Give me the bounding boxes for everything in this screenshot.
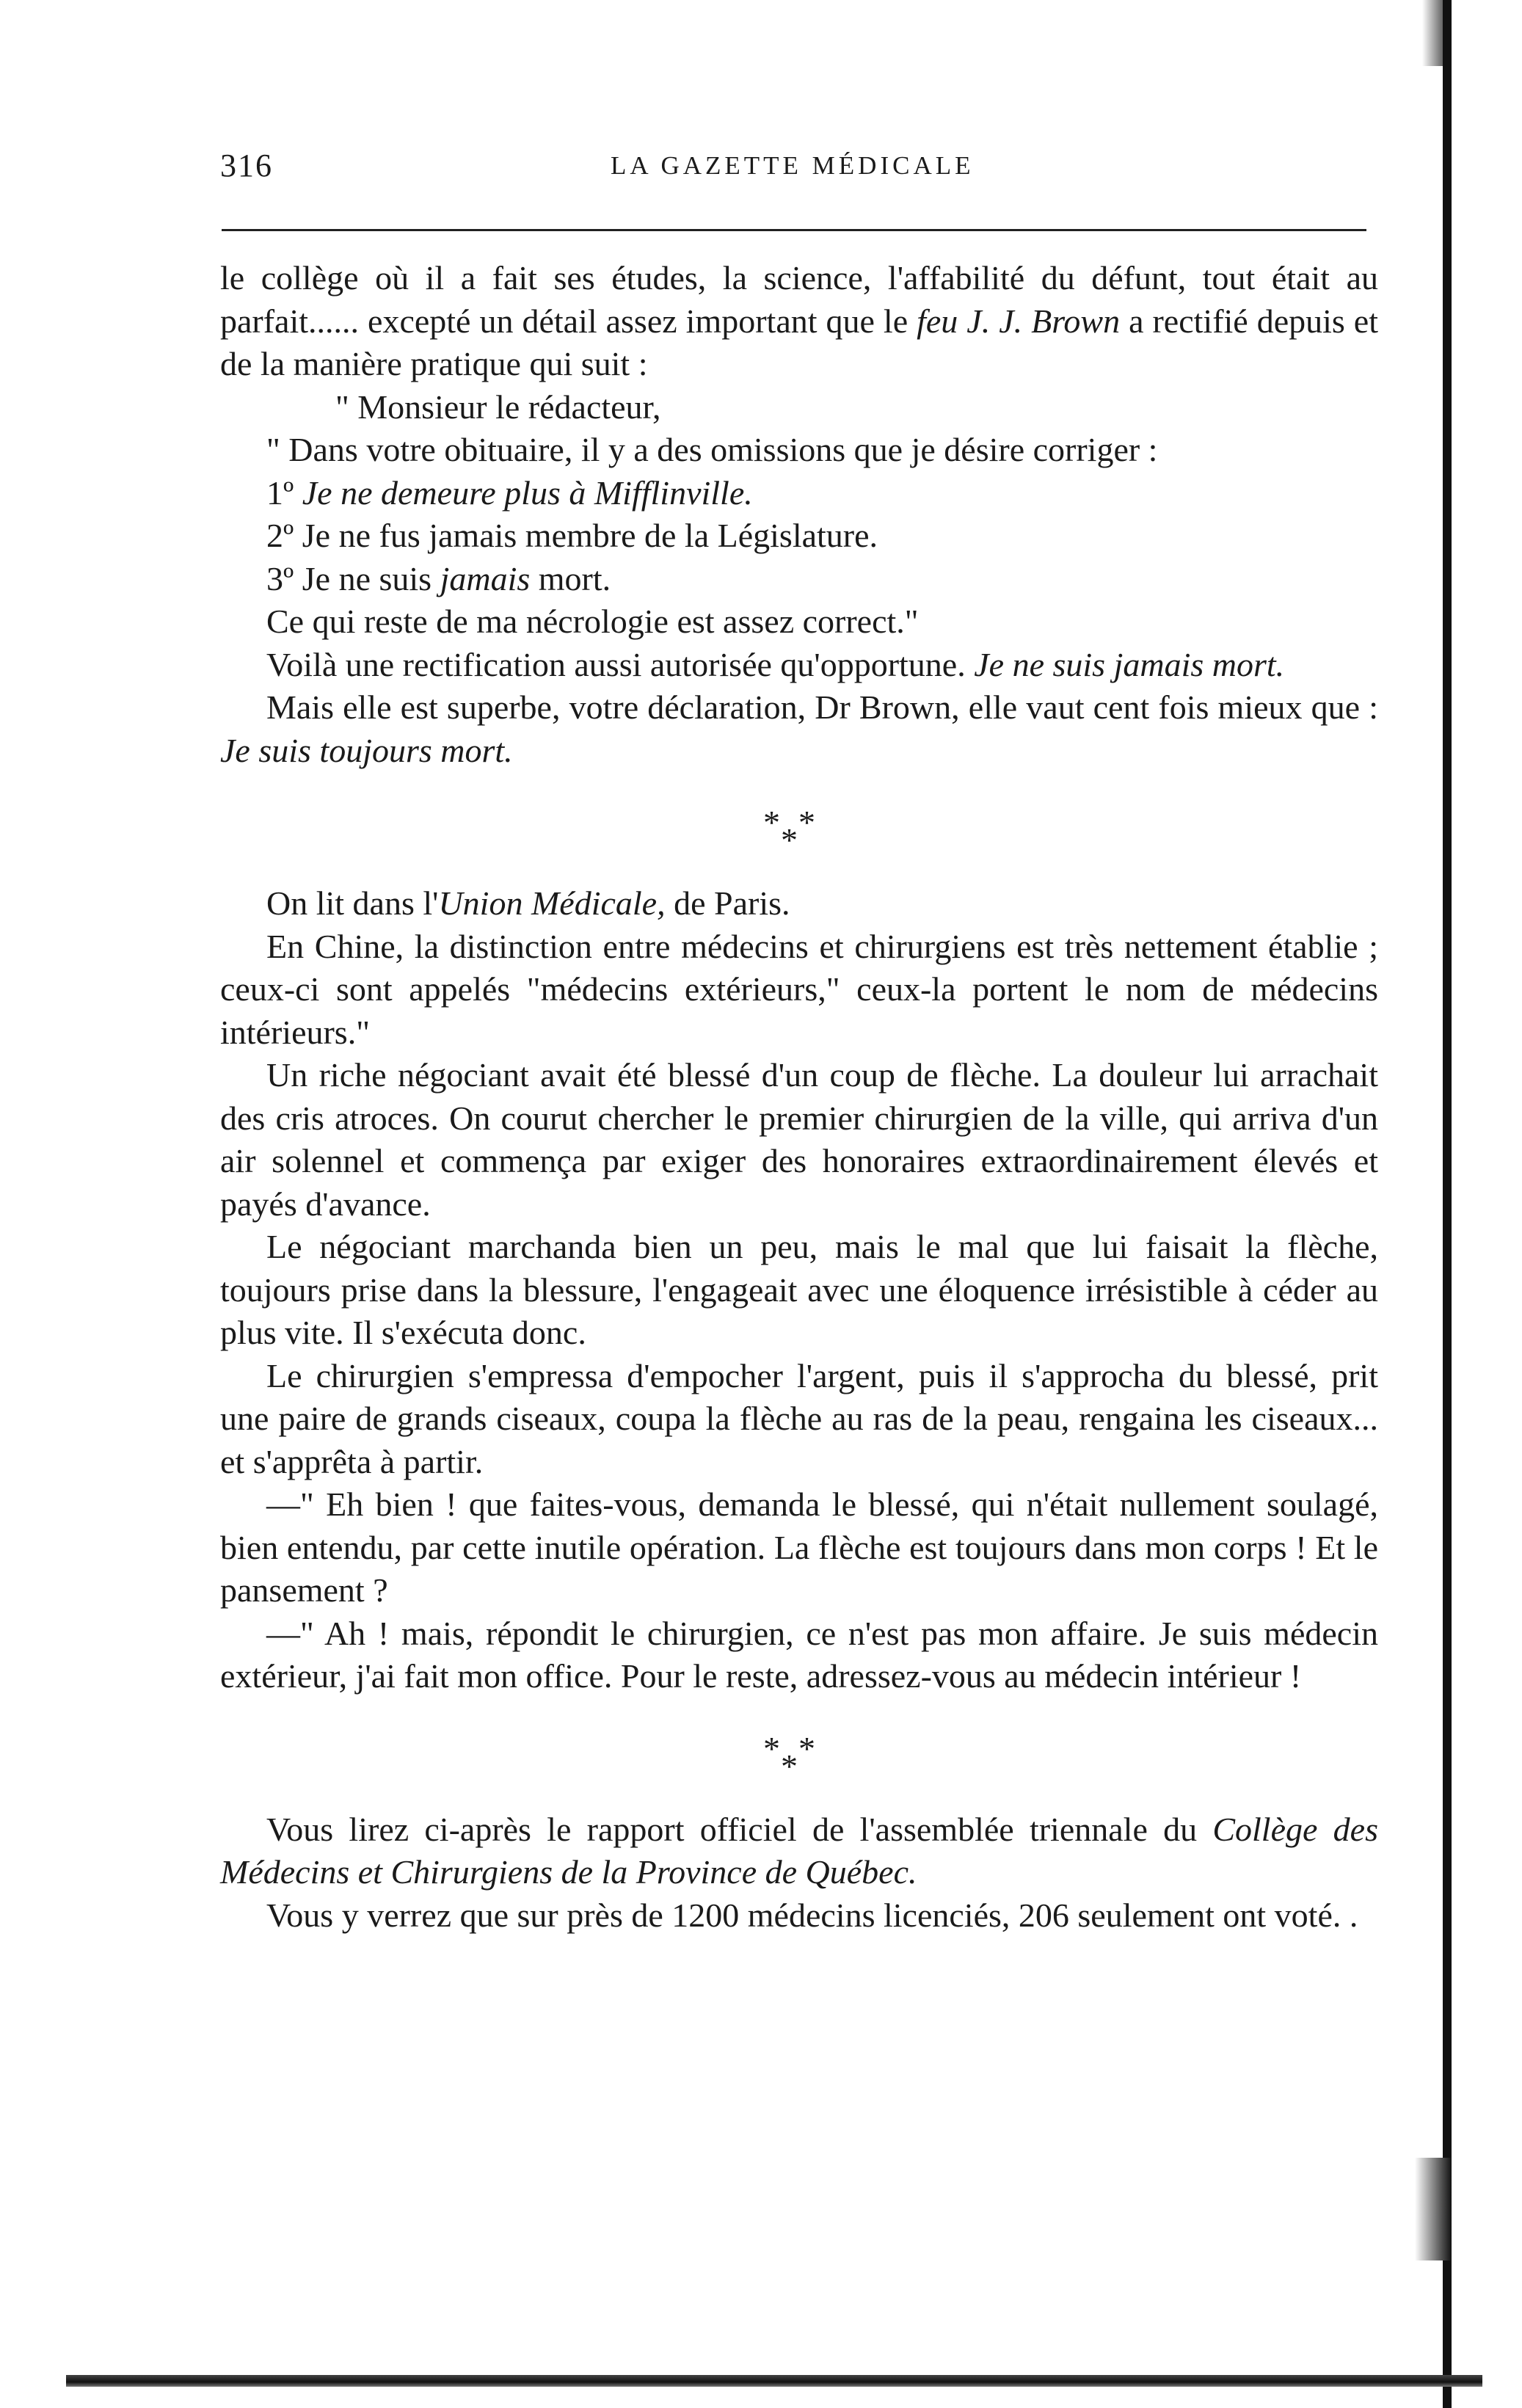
running-title: LA GAZETTE MÉDICALE — [611, 151, 975, 180]
text-run: a rectifié depuis et de la manière pratique qui suit : — [220, 302, 1378, 382]
text-run: mort. — [530, 559, 611, 597]
item-number: 1º — [266, 473, 302, 512]
italic-run: feu J. J. Brown — [917, 302, 1121, 340]
text-run: Mais elle est superbe, votre déclaration, Dr Brown, elle vaut cent fois mieux que : — [266, 688, 1378, 726]
italic-run: Je ne suis jamais mort. — [974, 645, 1285, 683]
asterisk: * — [763, 804, 780, 841]
asterism-separator — [220, 1698, 1378, 1808]
asterisk: * — [798, 804, 815, 841]
page-header — [220, 147, 1365, 191]
italic-run: Collège des Médecins et Chirurgiens de la Province de Québec. — [220, 1810, 1378, 1891]
text-run: de Paris. — [665, 884, 790, 922]
quoted-letter — [220, 386, 1378, 644]
binding-shadow-bottom — [1415, 2158, 1452, 2260]
header-rule — [222, 229, 1366, 231]
text-run: On lit dans l' — [266, 884, 439, 922]
paragraph: Vous y verrez que sur près de 1200 médecins licenciés, 206 seulement ont voté. . — [266, 1896, 1358, 1934]
item-number: 3º — [266, 559, 302, 597]
paragraph: —" Eh bien ! que faites-vous, demanda le blessé, qui n'était nullement soulagé, bien entendu, par cette inutile opération. La flèche est toujours dans mon corps ! Et le pansement ? — [220, 1485, 1378, 1609]
italic-run: Je suis toujours mort. — [220, 731, 513, 769]
asterism-separator — [220, 772, 1378, 882]
paragraph: Le négociant marchanda bien un peu, mais le mal que lui faisait la flèche, toujours prise dans la blessure, l'engageait avec une éloquence irrésistible à céder au plus vite. Il s'exécuta donc. — [220, 1228, 1378, 1351]
italic-run: Union Médicale, — [438, 884, 666, 922]
paragraph: —" Ah ! mais, répondit le chirurgien, ce n'est pas mon affaire. Je suis médecin extérieur, j'ai fait mon office. Pour le reste, adressez-vous au médecin intérieur ! — [220, 1614, 1378, 1695]
paragraph — [220, 644, 1378, 687]
letter-item-1 — [266, 472, 1378, 515]
paragraph — [220, 1808, 1378, 1894]
asterisk: * — [763, 1729, 780, 1767]
letter-line: " Dans votre obituaire, il y a des omissions que je désire corriger : — [266, 431, 1158, 468]
page-body — [220, 257, 1378, 1937]
paragraph: Le chirurgien s'empressa d'empocher l'argent, puis il s'approcha du blessé, prit une paire de grands ciseaux, coupa la flèche au ras de la peau, rengaina les ciseaux... et s'apprêta à partir. — [220, 1356, 1378, 1480]
asterisk: * — [798, 1729, 815, 1767]
letter-salutation: " Monsieur le rédacteur, — [335, 388, 661, 426]
binding-edge — [1443, 0, 1452, 2408]
paragraph: Un riche négociant avait été blessé d'un coup de flèche. La douleur lui arrachait des cris atroces. On courut chercher le premier chirurgien de la ville, qui arriva d'un air solennel et commença par exiger des honoraires extraordinairement élevés et payés d'avance. — [220, 1056, 1378, 1223]
letter-close: Ce qui reste de ma nécrologie est assez correct." — [266, 603, 919, 640]
letter-item-3 — [266, 558, 1378, 601]
italic-run: Je ne demeure plus à Mifflinville. — [302, 473, 753, 512]
paragraph — [220, 686, 1378, 772]
text-run: Voilà une rectification aussi autorisée qu'opportune. — [266, 645, 975, 683]
text-run: Je ne fus jamais membre de la Législature. — [302, 517, 878, 554]
letter-item-2 — [266, 514, 1378, 558]
asterisk: * — [781, 821, 798, 859]
continued-paragraph — [220, 257, 1378, 386]
paragraph: En Chine, la distinction entre médecins et chirurgiens est très nettement établie ; ceux-ci sont appelés "médecins extérieurs," ceux-la portent le nom de médecins intérieurs." — [220, 927, 1378, 1051]
text-run: Vous lirez ci-après le rapport officiel de l'assemblée triennale du — [266, 1810, 1213, 1848]
text-run: Je ne suis — [302, 559, 440, 597]
text-run: le collège où il a fait ses études, la science, l'affabilité du défunt, tout était au parfait...... excepté un détail assez important que le — [220, 259, 1378, 340]
italic-run: jamais — [440, 559, 531, 597]
item-number: 2º — [266, 517, 302, 554]
page-bottom-edge — [66, 2375, 1482, 2387]
asterisk: * — [781, 1747, 798, 1785]
paragraph — [220, 882, 1378, 925]
page-number: 316 — [220, 148, 273, 183]
